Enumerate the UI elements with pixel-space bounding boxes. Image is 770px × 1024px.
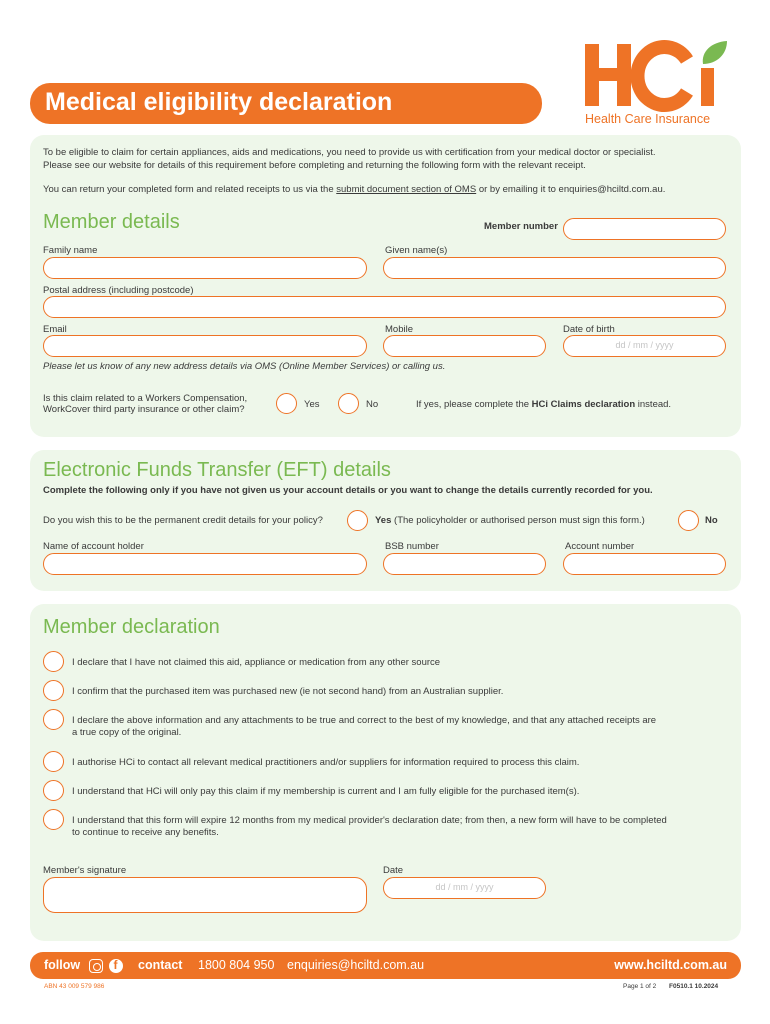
contact-phone[interactable]: 1800 804 950 bbox=[198, 958, 275, 972]
member-details-section bbox=[30, 135, 741, 437]
declaration-item-3-cont: a true copy of the original. bbox=[72, 727, 182, 738]
title-bar bbox=[30, 83, 542, 124]
declaration-checkbox-1[interactable] bbox=[43, 651, 64, 672]
date-label: Date bbox=[383, 865, 404, 876]
form-code: F0510.1 10.2024 bbox=[669, 983, 719, 990]
eft-heading: Electronic Funds Transfer (EFT) details bbox=[43, 459, 391, 481]
eft-instruction: Complete the following only if you have not given us your account details or you want to change the details currently recorded for you. bbox=[43, 485, 653, 496]
declaration-checkbox-6[interactable] bbox=[43, 809, 64, 830]
abn-text: ABN 43 009 579 986 bbox=[44, 983, 105, 990]
website-link[interactable]: www.hciltd.com.au bbox=[614, 958, 727, 972]
member-number-label: Member number bbox=[484, 221, 558, 232]
declaration-item-5: I understand that HCi will only pay this claim if my membership is current and I am fully eligible for the purchased item(s). bbox=[72, 786, 580, 797]
declaration-checkbox-4[interactable] bbox=[43, 751, 64, 772]
address-note: Please let us know of any new address details via OMS (Online Member Services) or calling us. bbox=[43, 361, 446, 372]
family-name-field[interactable] bbox=[43, 257, 367, 279]
account-name-field[interactable] bbox=[43, 553, 367, 575]
account-number-field[interactable] bbox=[563, 553, 726, 575]
dob-placeholder: dd / mm / yyyy bbox=[615, 340, 674, 350]
workers-question-line-2: WorkCover third party insurance or other claim? bbox=[43, 404, 245, 415]
signature-field[interactable] bbox=[43, 877, 367, 913]
email-label: Email bbox=[43, 324, 67, 335]
date-placeholder: dd / mm / yyyy bbox=[435, 882, 494, 892]
family-name-label: Family name bbox=[43, 245, 98, 256]
signature-label: Member's signature bbox=[43, 865, 127, 876]
instagram-icon[interactable] bbox=[89, 959, 103, 973]
declaration-item-4: I authorise HCi to contact all relevant medical practitioners and/or suppliers for information required to process this claim. bbox=[72, 757, 580, 768]
member-number-field[interactable] bbox=[563, 218, 726, 240]
mobile-label: Mobile bbox=[385, 324, 413, 335]
declaration-section bbox=[30, 604, 741, 941]
account-number-label: Account number bbox=[565, 541, 635, 552]
permanent-yes-label: Yes (The policyholder or authorised person must sign this form.) bbox=[375, 515, 645, 526]
page-info: Page 1 of 2 bbox=[623, 983, 657, 990]
intro-line-3: You can return your completed form and related receipts to us via the submit document section of OMS or by emailing it to enquiries@hciltd.com.au. bbox=[43, 184, 666, 195]
contact-email[interactable]: enquiries@hciltd.com.au bbox=[287, 958, 425, 972]
declaration-checkbox-3[interactable] bbox=[43, 709, 64, 730]
page-title: Medical eligibility declaration bbox=[45, 88, 393, 116]
dob-label: Date of birth bbox=[563, 324, 615, 335]
given-names-label: Given name(s) bbox=[385, 245, 448, 256]
workers-no-label: No bbox=[366, 399, 379, 410]
footer-bar bbox=[30, 952, 741, 979]
follow-label: follow bbox=[44, 958, 81, 972]
declaration-checkbox-2[interactable] bbox=[43, 680, 64, 701]
workers-yes-label: Yes bbox=[304, 399, 320, 410]
declaration-checkbox-5[interactable] bbox=[43, 780, 64, 801]
declaration-item-2: I confirm that the purchased item was purchased new (ie not second hand) from an Australian supplier. bbox=[72, 686, 504, 697]
member-details-heading: Member details bbox=[43, 211, 180, 233]
declaration-item-6: I understand that this form will expire 12 months from my medical provider's declaration date; from then, a new form will have to be completed bbox=[72, 815, 667, 826]
logo-tagline: Health Care Insurance bbox=[585, 112, 711, 126]
workers-yes-radio[interactable] bbox=[276, 393, 297, 414]
postal-address-field[interactable] bbox=[43, 296, 726, 318]
workers-question-line-1: Is this claim related to a Workers Compensation, bbox=[43, 393, 248, 404]
given-names-field[interactable] bbox=[383, 257, 726, 279]
mobile-field[interactable] bbox=[383, 335, 546, 357]
bsb-label: BSB number bbox=[385, 541, 439, 552]
declaration-item-6-cont: to continue to receive any benefits. bbox=[72, 827, 219, 838]
intro-line-2: Please see our website for details of this requirement before completing and returning the following form with the relevant receipt. bbox=[43, 160, 586, 171]
postal-address-label: Postal address (including postcode) bbox=[43, 285, 194, 296]
declaration-heading: Member declaration bbox=[43, 616, 220, 638]
intro-line-1: To be eligible to claim for certain appliances, aids and medications, you need to provide us with certification from your medical doctor or specialist. bbox=[43, 147, 656, 158]
declaration-item-3: I declare the above information and any attachments to be true and correct to the best of my knowledge, and that any attached receipts are bbox=[72, 715, 657, 726]
permanent-yes-radio[interactable] bbox=[347, 510, 368, 531]
bsb-field[interactable] bbox=[383, 553, 546, 575]
permanent-no-radio[interactable] bbox=[678, 510, 699, 531]
account-name-label: Name of account holder bbox=[43, 541, 144, 552]
if-yes-note: If yes, please complete the HCi Claims declaration instead. bbox=[416, 399, 672, 410]
workers-no-radio[interactable] bbox=[338, 393, 359, 414]
contact-label: contact bbox=[138, 958, 183, 972]
facebook-icon[interactable] bbox=[109, 959, 123, 973]
email-field[interactable] bbox=[43, 335, 367, 357]
date-field[interactable] bbox=[383, 877, 546, 899]
declaration-item-1: I declare that I have not claimed this aid, appliance or medication from any other source bbox=[72, 657, 441, 668]
eft-section bbox=[30, 450, 741, 591]
dob-field[interactable] bbox=[563, 335, 726, 357]
permanent-question: Do you wish this to be the permanent credit details for your policy? bbox=[43, 515, 323, 526]
permanent-no-label: No bbox=[705, 515, 718, 526]
oms-link[interactable]: submit document section of OMS bbox=[336, 184, 477, 195]
